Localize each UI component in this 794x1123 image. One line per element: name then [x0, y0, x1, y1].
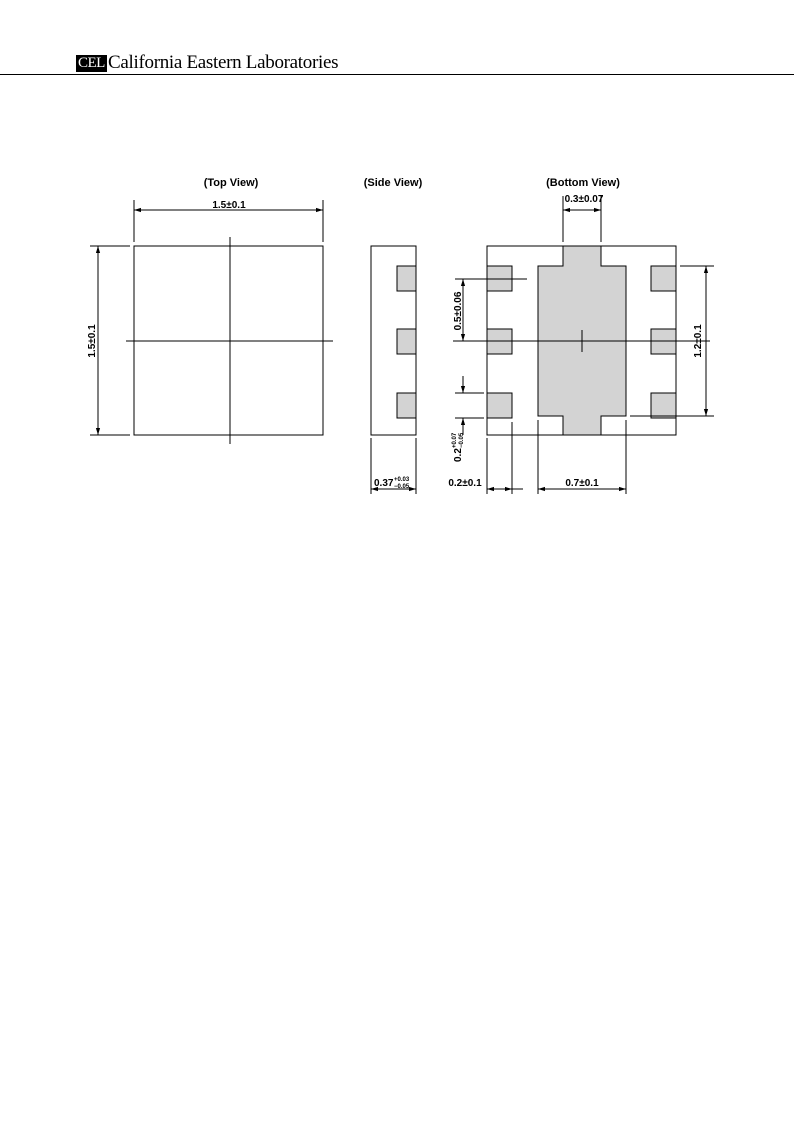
bottom-view — [453, 196, 714, 494]
side-view-title: (Side View) — [363, 177, 423, 189]
pad-width-minus: −0.05 — [459, 432, 465, 448]
neck-width-label: 0.3±0.07 — [564, 194, 604, 205]
top-width-label: 1.5±0.1 — [212, 200, 246, 211]
pad-span-label: 1.2±0.1 — [693, 324, 704, 358]
side-thickness-label — [374, 478, 394, 489]
bottom-pad-right-1 — [651, 266, 676, 291]
bottom-view-title: (Bottom View) — [546, 177, 620, 189]
side-pad-1 — [397, 266, 416, 291]
company-name: California Eastern Laboratories — [108, 52, 339, 73]
top-view — [90, 200, 333, 444]
side-thickness-minus: −0.05 — [394, 484, 410, 490]
pitch-label: 0.5±0.06 — [453, 291, 464, 331]
cel-logo: CEL — [78, 55, 105, 71]
bottom-pad-right-3 — [651, 393, 676, 418]
top-view-title: (Top View) — [203, 177, 259, 189]
side-pad-2 — [397, 329, 416, 354]
pad-width-plus: +0.07 — [452, 432, 458, 448]
side-thickness-plus: +0.03 — [394, 477, 410, 483]
bottom-pad-left-3 — [487, 393, 512, 418]
side-pad-3 — [397, 393, 416, 418]
package-outline-drawing — [0, 0, 794, 520]
top-height-label: 1.5±0.1 — [87, 324, 98, 358]
pad-width-base: 0.2 — [453, 448, 464, 462]
side-thickness-base: 0.37 — [374, 478, 394, 489]
side-view — [371, 246, 416, 494]
center-pad-width-label: 0.7±0.1 — [565, 478, 599, 489]
pad-length-label: 0.2±0.1 — [448, 478, 482, 489]
